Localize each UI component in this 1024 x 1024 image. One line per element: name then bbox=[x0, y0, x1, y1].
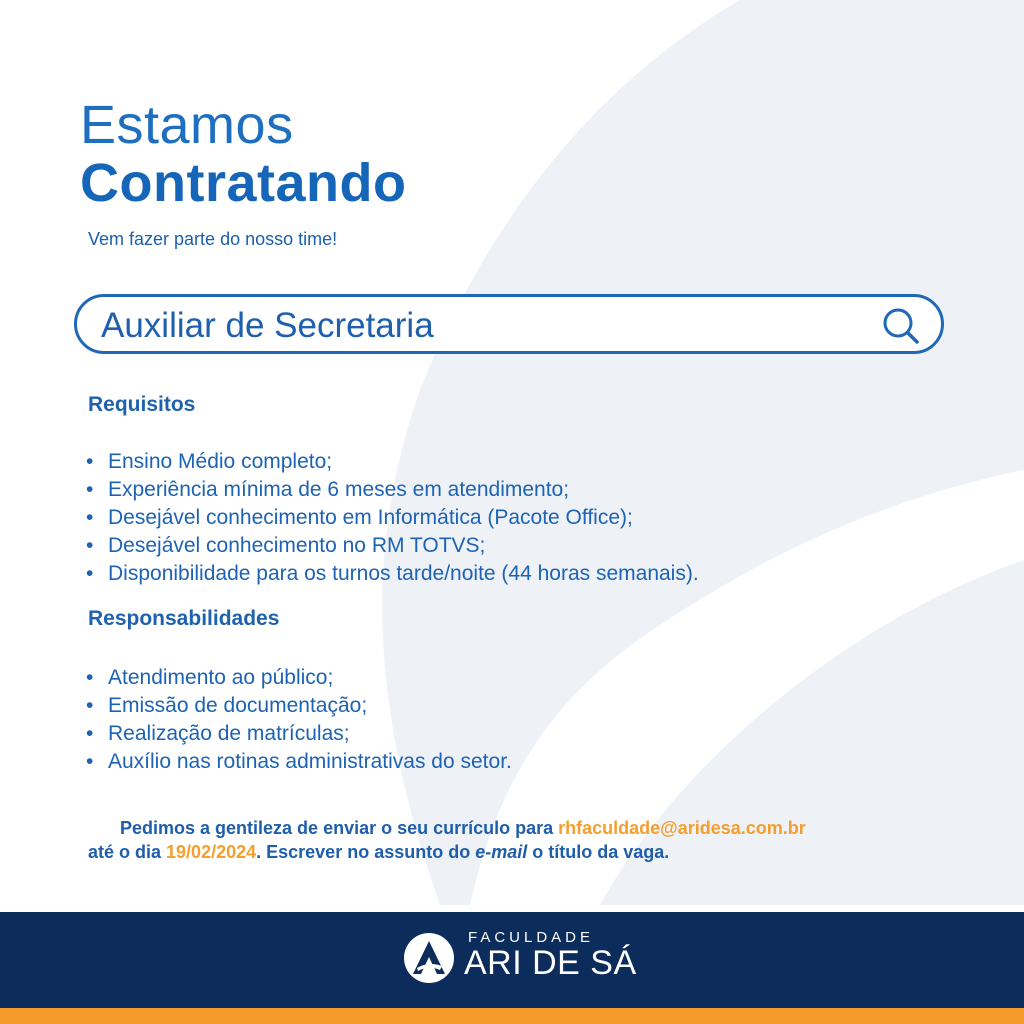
note-text: Pedimos a gentileza de enviar o seu currículo para bbox=[120, 818, 559, 838]
note-emphasis: e-mail bbox=[475, 842, 528, 862]
deadline-date: 19/02/2024 bbox=[166, 842, 257, 862]
headline-subtitle: Vem fazer parte do nosso time! bbox=[88, 229, 338, 249]
responsabilidades-heading: Responsabilidades bbox=[88, 607, 280, 630]
list-item: • Desejável conhecimento no RM TOTVS; bbox=[86, 532, 699, 560]
headline-line2: Contratando bbox=[80, 153, 407, 213]
list-item: • Desejável conhecimento em Informática (Pacote Office); bbox=[86, 504, 699, 532]
list-item: • Atendimento ao público; bbox=[86, 664, 512, 692]
logo-wordmark-top: FACULDADE bbox=[468, 929, 595, 946]
list-item: • Ensino Médio completo; bbox=[86, 448, 699, 476]
note-text: . Escrever no assunto do bbox=[256, 842, 476, 862]
application-note-line1 bbox=[88, 815, 968, 841]
logo-wordmark-main: ARI DE SÁ bbox=[464, 944, 637, 982]
job-search-bar[interactable] bbox=[74, 294, 944, 354]
application-note-line2 bbox=[88, 839, 968, 865]
ari-de-sa-logo-icon bbox=[403, 932, 455, 984]
responsabilidades-list bbox=[86, 664, 512, 776]
contact-email-link[interactable]: rhfaculdade@aridesa.com.br bbox=[558, 818, 806, 838]
requisitos-list bbox=[86, 448, 699, 588]
headline-line1: Estamos bbox=[80, 95, 294, 155]
list-item: • Realização de matrículas; bbox=[86, 720, 512, 748]
list-item: • Experiência mínima de 6 meses em atendimento; bbox=[86, 476, 699, 504]
footer-accent-stripe bbox=[0, 1008, 1024, 1024]
note-text: o título da vaga. bbox=[527, 842, 670, 862]
list-item: • Emissão de documentação; bbox=[86, 692, 512, 720]
search-input[interactable]: Auxiliar de Secretaria bbox=[101, 306, 434, 345]
requisitos-heading: Requisitos bbox=[88, 393, 196, 416]
list-item: • Disponibilidade para os turnos tarde/noite (44 horas semanais). bbox=[86, 560, 699, 588]
note-text: até o dia bbox=[88, 842, 167, 862]
search-icon[interactable] bbox=[881, 306, 921, 346]
list-item: • Auxílio nas rotinas administrativas do setor. bbox=[86, 748, 512, 776]
